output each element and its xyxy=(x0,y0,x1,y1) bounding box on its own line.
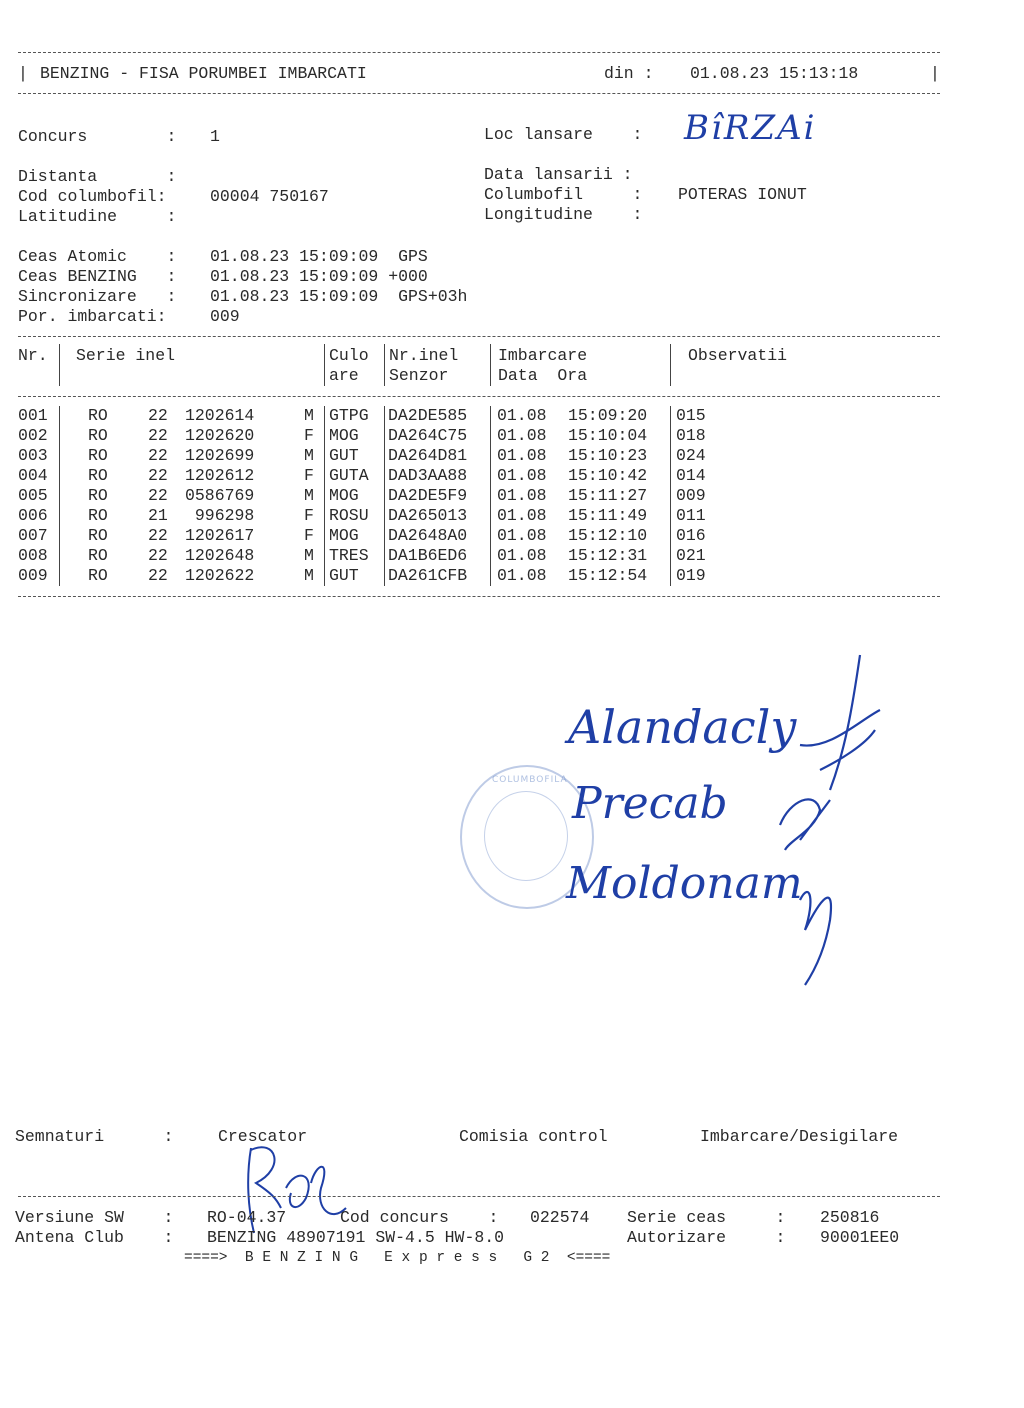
latitudine-label: Latitudine : xyxy=(18,207,177,226)
imbarcare-label: Imbarcare/Desigilare xyxy=(700,1127,899,1146)
cell-year: 22 xyxy=(148,566,168,585)
cell-ring-number: 1202617 xyxy=(185,526,255,545)
cell-nr: 002 xyxy=(18,426,48,445)
serie-ceas-label: Serie ceas : xyxy=(627,1208,786,1227)
cell-observation: 015 xyxy=(676,406,706,425)
cell-date: 01.08 xyxy=(497,486,547,505)
body-sep-3 xyxy=(384,406,385,586)
cell-date: 01.08 xyxy=(497,446,547,465)
cell-ring-number: 1202612 xyxy=(185,466,255,485)
cell-time: 15:12:10 xyxy=(568,526,648,545)
header-bar-left: | xyxy=(18,64,28,83)
cell-observation: 014 xyxy=(676,466,706,485)
cell-country: RO xyxy=(88,406,108,425)
ceas-benzing-value: 01.08.23 15:09:09 +000 xyxy=(210,267,428,286)
cell-color: MOG xyxy=(329,426,359,445)
cell-sex: F xyxy=(304,466,314,485)
cell-sensor: DA2DE585 xyxy=(388,406,468,425)
body-sep-1 xyxy=(59,406,60,586)
cell-ring-number: 1202614 xyxy=(185,406,255,425)
versiune-sw-label: Versiune SW : xyxy=(15,1208,174,1227)
cell-observation: 009 xyxy=(676,486,706,505)
versiune-sw-value: RO-04.37 xyxy=(207,1208,287,1227)
table-row xyxy=(0,446,1024,466)
table-bottom-rule xyxy=(18,596,940,597)
sincronizare-label: Sincronizare : xyxy=(18,287,177,306)
header-din-label: din : xyxy=(604,64,654,83)
cell-time: 15:10:42 xyxy=(568,466,648,485)
cell-time: 15:10:04 xyxy=(568,426,648,445)
cell-year: 22 xyxy=(148,526,168,545)
cell-nr: 007 xyxy=(18,526,48,545)
loc-lansare-handwritten: BîRZAi xyxy=(684,108,817,148)
table-row xyxy=(0,466,1024,486)
table-row xyxy=(0,486,1024,506)
cell-sex: M xyxy=(304,546,314,565)
por-imbarcati-label: Por. imbarcati: xyxy=(18,307,167,326)
signature-strokes xyxy=(760,650,900,990)
cod-columbofil-label: Cod columbofil: xyxy=(18,187,167,206)
cell-nr: 006 xyxy=(18,506,48,525)
comisia-label: Comisia control xyxy=(459,1127,608,1146)
cell-date: 01.08 xyxy=(497,466,547,485)
signature-line-1: Alandacly xyxy=(568,700,797,754)
top-rule xyxy=(18,52,940,53)
cell-observation: 021 xyxy=(676,546,706,565)
cell-sensor: DA264D81 xyxy=(388,446,468,465)
cell-color: GUT xyxy=(329,446,359,465)
table-row xyxy=(0,506,1024,526)
cell-ring-number: 0586769 xyxy=(185,486,255,505)
cell-sensor: DA2648A0 xyxy=(388,526,468,545)
cell-nr: 004 xyxy=(18,466,48,485)
cod-columbofil-value: 00004 750167 xyxy=(210,187,329,206)
footer-rule xyxy=(18,1196,940,1197)
col-header-serie: Serie inel xyxy=(76,346,176,365)
body-sep-5 xyxy=(670,406,671,586)
cell-observation: 019 xyxy=(676,566,706,585)
header-sep-3 xyxy=(384,344,385,386)
columbofil-label: Columbofil : xyxy=(484,185,643,204)
col-header-observatii: Observatii xyxy=(688,346,788,365)
cell-year: 22 xyxy=(148,546,168,565)
header-sep-4 xyxy=(490,344,491,386)
col-header-imbarcare-2: Data Ora xyxy=(498,366,588,385)
signature-line-2: Precab xyxy=(572,778,728,829)
cell-color: MOG xyxy=(329,526,359,545)
cell-date: 01.08 xyxy=(497,546,547,565)
cell-time: 15:11:27 xyxy=(568,486,648,505)
cell-color: GUT xyxy=(329,566,359,585)
cell-year: 22 xyxy=(148,446,168,465)
cell-country: RO xyxy=(88,546,108,565)
cell-date: 01.08 xyxy=(497,426,547,445)
cell-ring-number: 1202699 xyxy=(185,446,255,465)
col-header-inel-1: Nr.inel xyxy=(389,346,459,365)
body-sep-2 xyxy=(324,406,325,586)
cod-concurs-label: Cod concurs : xyxy=(340,1208,499,1227)
cell-time: 15:11:49 xyxy=(568,506,648,525)
col-header-nr: Nr. xyxy=(18,346,48,365)
cell-time: 15:12:54 xyxy=(568,566,648,585)
ceas-atomic-label: Ceas Atomic : xyxy=(18,247,177,266)
stamp-inner-ring xyxy=(484,791,568,881)
loc-lansare-label: Loc lansare : xyxy=(484,125,643,144)
cell-nr: 001 xyxy=(18,406,48,425)
cell-ring-number: 1202620 xyxy=(185,426,255,445)
cell-sensor: DAD3AA88 xyxy=(388,466,468,485)
stamp-text: COLUMBOFILA xyxy=(492,775,568,785)
distanta-label: Distanta : xyxy=(18,167,177,186)
cell-country: RO xyxy=(88,486,108,505)
cell-color: MOG xyxy=(329,486,359,505)
autorizare-label: Autorizare : xyxy=(627,1228,786,1247)
cell-date: 01.08 xyxy=(497,406,547,425)
header-datetime: 01.08.23 15:13:18 xyxy=(690,64,859,83)
cell-sex: M xyxy=(304,406,314,425)
serie-ceas-value: 250816 xyxy=(820,1208,880,1227)
ceas-atomic-value: 01.08.23 15:09:09 GPS xyxy=(210,247,428,266)
cell-country: RO xyxy=(88,466,108,485)
signature-line-3: Moldonam xyxy=(566,858,803,909)
cell-year: 22 xyxy=(148,486,168,505)
cell-country: RO xyxy=(88,526,108,545)
header-bar-right: | xyxy=(930,64,940,83)
cell-sensor: DA265013 xyxy=(388,506,468,525)
cell-country: RO xyxy=(88,566,108,585)
cell-nr: 009 xyxy=(18,566,48,585)
semnaturi-label: Semnaturi : xyxy=(15,1127,174,1146)
body-sep-4 xyxy=(490,406,491,586)
cell-sensor: DA261CFB xyxy=(388,566,468,585)
antena-club-value: BENZING 48907191 SW-4.5 HW-8.0 xyxy=(207,1228,505,1247)
table-header-rule xyxy=(18,396,940,397)
cell-observation: 011 xyxy=(676,506,706,525)
cell-date: 01.08 xyxy=(497,506,547,525)
cell-time: 15:09:20 xyxy=(568,406,648,425)
header-sep-2 xyxy=(324,344,325,386)
cell-observation: 016 xyxy=(676,526,706,545)
cell-color: GUTA xyxy=(329,466,369,485)
cell-year: 22 xyxy=(148,466,168,485)
table-top-rule xyxy=(18,336,940,337)
autorizare-value: 90001EE0 xyxy=(820,1228,900,1247)
crescator-label: Crescator xyxy=(218,1127,308,1146)
concurs-label: Concurs : xyxy=(18,127,177,146)
cell-country: RO xyxy=(88,506,108,525)
sincronizare-value: 01.08.23 15:09:09 GPS+03h xyxy=(210,287,468,306)
col-header-imbarcare-1: Imbarcare xyxy=(498,346,588,365)
cell-color: GTPG xyxy=(329,406,369,425)
cell-sex: F xyxy=(304,506,314,525)
header-sep-1 xyxy=(59,344,60,386)
cod-concurs-value: 022574 xyxy=(530,1208,590,1227)
cell-nr: 003 xyxy=(18,446,48,465)
cell-sensor: DA1B6ED6 xyxy=(388,546,468,565)
cell-sex: M xyxy=(304,446,314,465)
cell-ring-number: 1202622 xyxy=(185,566,255,585)
cell-color: TRES xyxy=(329,546,369,565)
concurs-value: 1 xyxy=(210,127,220,146)
cell-sensor: DA264C75 xyxy=(388,426,468,445)
cell-time: 15:10:23 xyxy=(568,446,648,465)
col-header-culoare-2: are xyxy=(329,366,359,385)
table-row xyxy=(0,526,1024,546)
table-row xyxy=(0,426,1024,446)
por-imbarcati-value: 009 xyxy=(210,307,240,326)
cell-sex: F xyxy=(304,426,314,445)
cell-observation: 024 xyxy=(676,446,706,465)
cell-observation: 018 xyxy=(676,426,706,445)
cell-color: ROSU xyxy=(329,506,369,525)
cell-sex: M xyxy=(304,486,314,505)
cell-sensor: DA2DE5F9 xyxy=(388,486,468,505)
table-row xyxy=(0,406,1024,426)
table-row xyxy=(0,546,1024,566)
cell-date: 01.08 xyxy=(497,526,547,545)
cell-ring-number: 996298 xyxy=(185,506,255,525)
longitudine-label: Longitudine : xyxy=(484,205,643,224)
cell-year: 21 xyxy=(148,506,168,525)
header-sep-5 xyxy=(670,344,671,386)
document-title: BENZING - FISA PORUMBEI IMBARCATI xyxy=(40,64,367,83)
columbofil-value: POTERAS IONUT xyxy=(678,185,807,204)
header-rule xyxy=(18,93,940,94)
table-row xyxy=(0,566,1024,586)
cell-date: 01.08 xyxy=(497,566,547,585)
cell-nr: 005 xyxy=(18,486,48,505)
col-header-inel-2: Senzor xyxy=(389,366,449,385)
antena-club-label: Antena Club : xyxy=(15,1228,174,1247)
col-header-culoare-1: Culo xyxy=(329,346,369,365)
data-lansarii-label: Data lansarii : xyxy=(484,165,633,184)
cell-time: 15:12:31 xyxy=(568,546,648,565)
cell-sex: F xyxy=(304,526,314,545)
cell-country: RO xyxy=(88,426,108,445)
ceas-benzing-label: Ceas BENZING : xyxy=(18,267,177,286)
cell-year: 22 xyxy=(148,406,168,425)
cell-ring-number: 1202648 xyxy=(185,546,255,565)
cell-country: RO xyxy=(88,446,108,465)
cell-year: 22 xyxy=(148,426,168,445)
cell-nr: 008 xyxy=(18,546,48,565)
cell-sex: M xyxy=(304,566,314,585)
brand-line: ====> B E N Z I N G E x p r e s s G 2 <==== xyxy=(184,1250,611,1266)
